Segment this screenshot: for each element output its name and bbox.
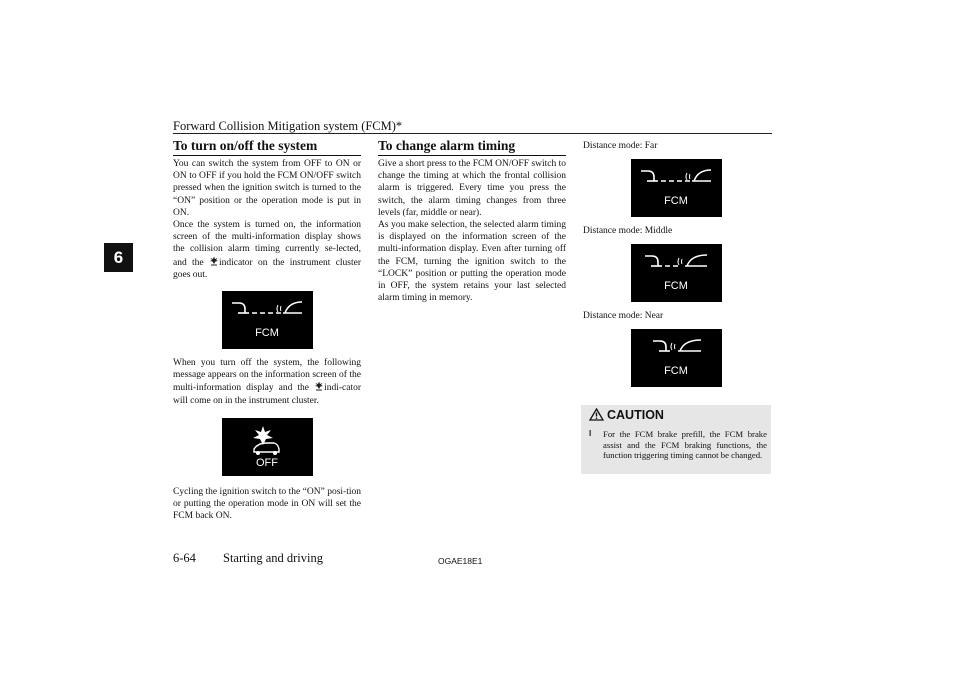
fcm-panel-label: FCM bbox=[664, 365, 688, 377]
heading-change-alarm-timing: To change alarm timing bbox=[378, 138, 566, 156]
left-para-1c: indicator on the instrument cluster goes out. bbox=[173, 257, 362, 280]
left-para-2a: When you turn off the system, the following message appears on the information screen of the multi-information display and the bbox=[173, 358, 361, 394]
fcm-panel-label: FCM bbox=[664, 195, 688, 207]
middle-para-2: As you make selection, the selected alarm timing is displayed on the information screen of the multi-information display. Even after turning off the FCM, turning the ignition switch to the “LOCK” position or putting the operation mode in OFF, the system retains your last selected alarm timing in memory. bbox=[378, 220, 566, 304]
panel-middle bbox=[631, 244, 722, 302]
left-text-1 bbox=[173, 158, 361, 281]
caution-body bbox=[589, 429, 767, 461]
caution-title bbox=[589, 408, 664, 422]
fcm-distance-middle-graphic bbox=[631, 244, 722, 302]
left-para-2 bbox=[173, 357, 361, 407]
left-para-1 bbox=[173, 219, 361, 281]
caution-bullet: l bbox=[589, 429, 592, 438]
off-label: OFF bbox=[256, 457, 278, 469]
page-number: 6-64 bbox=[173, 551, 196, 565]
panel-far bbox=[631, 159, 722, 217]
middle-para-1: Give a short press to the FCM ON/OFF switch to change the timing at which the frontal collision alarm is triggered. Every time you press the switch, the alarm timing changes from three levels (far, middle or near). bbox=[378, 159, 566, 218]
fcm-distance-near-graphic bbox=[631, 329, 722, 387]
panel-near bbox=[631, 329, 722, 387]
document-code: OGAE18E1 bbox=[438, 556, 483, 566]
fcm-panel-label: FCM bbox=[255, 327, 279, 339]
left-text-2 bbox=[173, 357, 361, 407]
fcm-indicator-icon bbox=[314, 381, 324, 391]
caution-title-text: CAUTION bbox=[607, 408, 664, 422]
left-text-3 bbox=[173, 486, 361, 523]
fcm-panel-label: FCM bbox=[664, 280, 688, 292]
left-para-3: Cycling the ignition switch to the “ON” posi-tion or putting the operation mode in ON will set the FCM back ON. bbox=[173, 487, 361, 522]
caution-text: For the FCM brake prefill, the FCM brake assist and the FCM braking functions, the function triggering timing cannot be changed. bbox=[603, 429, 767, 461]
left-para-2b: indi-cator will come on in the instrument cluster. bbox=[173, 383, 362, 406]
caption-far: Distance mode: Far bbox=[583, 141, 658, 151]
caption-near: Distance mode: Near bbox=[583, 311, 664, 321]
fcm-off-indicator-icon bbox=[222, 418, 313, 476]
heading-turn-on-off: To turn on/off the system bbox=[173, 138, 361, 156]
page-header-title: Forward Collision Mitigation system (FCM)* bbox=[173, 119, 403, 133]
caution-box bbox=[581, 405, 771, 474]
chapter-tab: 6 bbox=[104, 243, 133, 272]
warning-icon bbox=[589, 408, 604, 421]
fcm-distance-graphic bbox=[222, 291, 313, 349]
fcm-distance-far-graphic bbox=[631, 159, 722, 217]
fcm-display-panel bbox=[222, 291, 313, 349]
caption-middle: Distance mode: Middle bbox=[583, 226, 673, 236]
footer-section: Starting and driving bbox=[223, 551, 323, 565]
fcm-off-panel bbox=[222, 418, 313, 476]
left-para-1b: Once the system is turned on, the information screen of the multi-information display shows the collision alarm timing currently se-lected, and the bbox=[173, 220, 361, 268]
left-para-1a: You can switch the system from OFF to ON or ON to OFF if you hold the FCM ON/OFF switch pressed when the ignition switch is turned to the “ON” position or the operation mode is put in ON. bbox=[173, 159, 361, 218]
header-rule bbox=[173, 133, 772, 134]
middle-text bbox=[378, 158, 566, 304]
fcm-indicator-icon bbox=[209, 256, 219, 266]
